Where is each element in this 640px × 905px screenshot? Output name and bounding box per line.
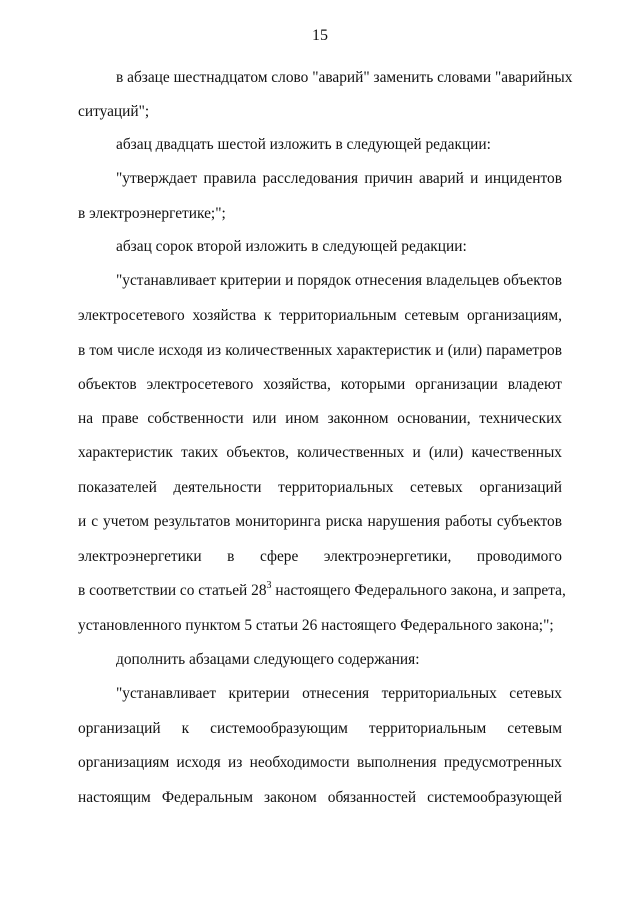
text-line: электросетевого хозяйства к территориальным сетевым организациям, (78, 307, 562, 324)
text-line: организациям исходя из необходимости выполнения предусмотренных (78, 754, 562, 771)
text-line: установленного пунктом 5 статьи 26 настоящего Федерального закона;"; (78, 617, 554, 634)
text-line: в том числе исходя из количественных характеристик и (или) параметров (78, 342, 562, 359)
text-segment: в соответствии со статьей 28 (78, 582, 267, 599)
text-line: дополнить абзацами следующего содержания: (116, 651, 420, 668)
page-number: 15 (312, 27, 328, 44)
text-line: "устанавливает критерии отнесения территориальных сетевых (116, 685, 562, 702)
text-line: организаций к системообразующим территориальным сетевым (78, 720, 562, 737)
superscript: 3 (266, 580, 272, 591)
text-line: "утверждает правила расследования причин аварий и инцидентов (116, 170, 562, 187)
text-line: настоящим Федеральным законом обязанностей системообразующей (78, 789, 562, 806)
text-line: характеристик таких объектов, количественных и (или) качественных (78, 444, 562, 461)
text-line: абзац сорок второй изложить в следующей редакции: (116, 238, 467, 255)
text-line-with-superscript (78, 580, 566, 601)
text-line: и с учетом результатов мониторинга риска нарушения работы субъектов (78, 513, 562, 530)
text-line: электроэнергетики в сфере электроэнергетики, проводимого (78, 548, 562, 565)
text-line: на праве собственности или ином законном основании, технических (78, 410, 562, 427)
text-line: в абзаце шестнадцатом слово "аварий" заменить словами "аварийных (116, 69, 573, 86)
text-line: ситуаций"; (78, 103, 150, 120)
text-line: абзац двадцать шестой изложить в следующей редакции: (116, 136, 491, 153)
text-line: "устанавливает критерии и порядок отнесения владельцев объектов (116, 272, 562, 289)
text-line: показателей деятельности территориальных сетевых организаций (78, 479, 562, 496)
text-line: объектов электросетевого хозяйства, которыми организации владеют (78, 376, 562, 393)
text-segment: настоящего Федерального закона, и запрета, (271, 582, 566, 599)
text-line: в электроэнергетике;"; (78, 205, 226, 222)
